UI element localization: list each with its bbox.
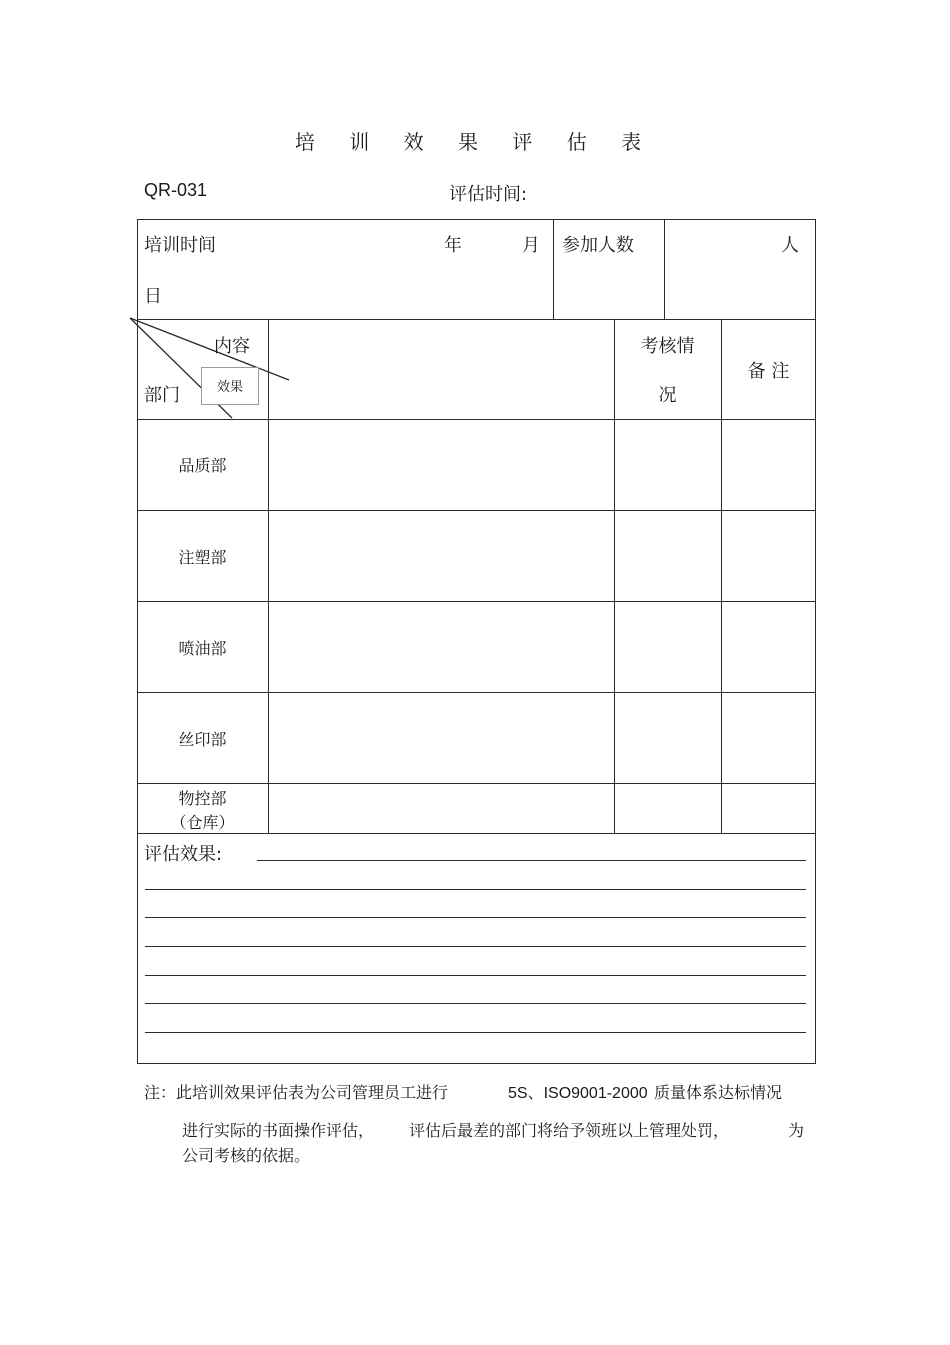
assessment-column-label-line2: 况 [658, 385, 677, 406]
assessment-column-label-line1: 考核情 [640, 336, 695, 357]
note-line2-part3: 为 [788, 1121, 805, 1140]
participants-label: 参加人数 [562, 235, 634, 256]
note-line1-part3: 质量体系达标情况 [654, 1083, 783, 1102]
eval-time-label: 评估时间: [449, 184, 528, 205]
form-code: QR-031 [144, 180, 208, 200]
content-column-label: 内容 [214, 336, 250, 357]
persons-unit: 人 [781, 235, 799, 256]
note-line3: 公司考核的依据。 [182, 1146, 311, 1165]
evaluation-line-5[interactable] [145, 975, 806, 976]
evaluation-line-6[interactable] [145, 1003, 806, 1004]
department-column-label: 部门 [144, 385, 180, 406]
department-material-control: 物控部 [178, 789, 227, 808]
note-line2-part1: 进行实际的书面操作评估， [182, 1121, 375, 1140]
training-time-label: 培训时间 [144, 235, 216, 256]
note-line2-part2: 评估后最差的部门将给予领班以上管理处罚， [409, 1121, 730, 1140]
department-injection: 注塑部 [178, 548, 227, 567]
department-quality: 品质部 [178, 456, 227, 475]
evaluation-line-4[interactable] [145, 946, 806, 947]
remarks-column-label: 备 注 [747, 361, 790, 382]
evaluation-line-7[interactable] [145, 1032, 806, 1033]
department-warehouse: （仓库） [170, 813, 235, 832]
evaluation-result-label: 评估效果: [144, 844, 223, 865]
day-label: 日 [144, 286, 162, 307]
form-title: 培 训 效 果 评 估 表 [294, 130, 656, 154]
year-label: 年 [444, 235, 462, 256]
note-line1-part1: 注：此培训效果评估表为公司管理员工进行 [144, 1083, 449, 1102]
evaluation-line-3[interactable] [145, 917, 806, 918]
month-label: 月 [522, 235, 540, 256]
evaluation-line-1[interactable] [257, 860, 806, 861]
note-line1-part2: 5S、ISO9001-2000 [508, 1085, 648, 1102]
department-silkscreen: 丝印部 [178, 730, 227, 749]
effect-label: 效果 [201, 367, 259, 405]
department-painting: 喷油部 [178, 639, 227, 658]
evaluation-line-2[interactable] [145, 889, 806, 890]
